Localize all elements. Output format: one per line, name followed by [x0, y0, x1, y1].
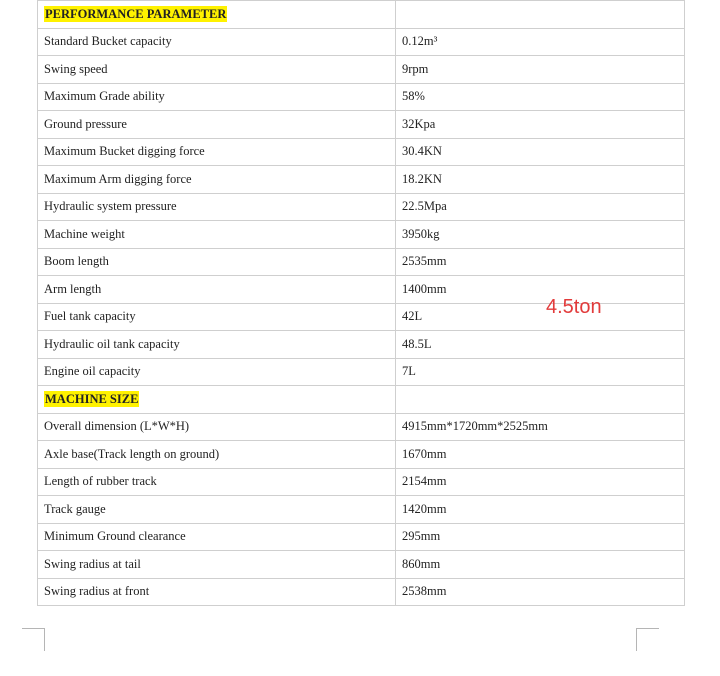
- param-value: 0.12m³: [396, 28, 685, 56]
- param-name: Axle base(Track length on ground): [38, 441, 396, 469]
- param-value: 1400mm: [396, 276, 685, 304]
- table-row: [38, 468, 685, 496]
- param-value: 30.4KN: [396, 138, 685, 166]
- section-title-performance: PERFORMANCE PARAMETER: [45, 6, 227, 21]
- table-row: [38, 28, 685, 56]
- section-title-machine-size: MACHINE SIZE: [45, 391, 139, 406]
- param-value: 22.5Mpa: [396, 193, 685, 221]
- weight-annotation: 4.5ton: [546, 296, 602, 318]
- param-name: Standard Bucket capacity: [38, 28, 396, 56]
- param-name: Maximum Arm digging force: [38, 166, 396, 194]
- table-row: [38, 496, 685, 524]
- param-name: Arm length: [38, 276, 396, 304]
- page-corner-mark-left: [22, 628, 45, 651]
- section-empty-cell: [396, 1, 685, 29]
- table-row: [38, 83, 685, 111]
- param-name: Overall dimension (L*W*H): [38, 413, 396, 441]
- param-value: 4915mm*1720mm*2525mm: [396, 413, 685, 441]
- param-name: Maximum Grade ability: [38, 83, 396, 111]
- param-value: 2154mm: [396, 468, 685, 496]
- section-empty-cell: [396, 386, 685, 414]
- param-name: Hydraulic oil tank capacity: [38, 331, 396, 359]
- table-row: [38, 523, 685, 551]
- table-row: [38, 111, 685, 139]
- page-corner-mark-right: [636, 628, 659, 651]
- param-value: 2538mm: [396, 578, 685, 606]
- param-name: Engine oil capacity: [38, 358, 396, 386]
- param-name: Ground pressure: [38, 111, 396, 139]
- table-row: [38, 138, 685, 166]
- param-value: 58%: [396, 83, 685, 111]
- param-name: Track gauge: [38, 496, 396, 524]
- table-row: [38, 166, 685, 194]
- table-row: [38, 441, 685, 469]
- param-value: 295mm: [396, 523, 685, 551]
- table-row: [38, 413, 685, 441]
- param-name: Swing radius at tail: [38, 551, 396, 579]
- param-name: Maximum Bucket digging force: [38, 138, 396, 166]
- section-cell: [38, 1, 396, 29]
- section-header-performance: [38, 1, 685, 29]
- param-name: Hydraulic system pressure: [38, 193, 396, 221]
- param-value: 3950kg: [396, 221, 685, 249]
- param-value: 32Kpa: [396, 111, 685, 139]
- param-value: 42L: [396, 303, 685, 331]
- table-row: [38, 56, 685, 84]
- param-name: Swing speed: [38, 56, 396, 84]
- param-name: Fuel tank capacity: [38, 303, 396, 331]
- param-value: 18.2KN: [396, 166, 685, 194]
- param-value: 48.5L: [396, 331, 685, 359]
- param-name: Boom length: [38, 248, 396, 276]
- param-name: Length of rubber track: [38, 468, 396, 496]
- table-row: [38, 331, 685, 359]
- param-value: 7L: [396, 358, 685, 386]
- table-row: [38, 358, 685, 386]
- param-value: 2535mm: [396, 248, 685, 276]
- section-header-machine-size: [38, 386, 685, 414]
- table-row: [38, 193, 685, 221]
- table-row: [38, 221, 685, 249]
- param-name: Swing radius at front: [38, 578, 396, 606]
- param-name: Minimum Ground clearance: [38, 523, 396, 551]
- param-value: 9rpm: [396, 56, 685, 84]
- table-row: [38, 551, 685, 579]
- table-row: [38, 578, 685, 606]
- table-row: [38, 248, 685, 276]
- param-name: Machine weight: [38, 221, 396, 249]
- param-value: 860mm: [396, 551, 685, 579]
- param-value: 1420mm: [396, 496, 685, 524]
- section-cell: [38, 386, 396, 414]
- param-value: 1670mm: [396, 441, 685, 469]
